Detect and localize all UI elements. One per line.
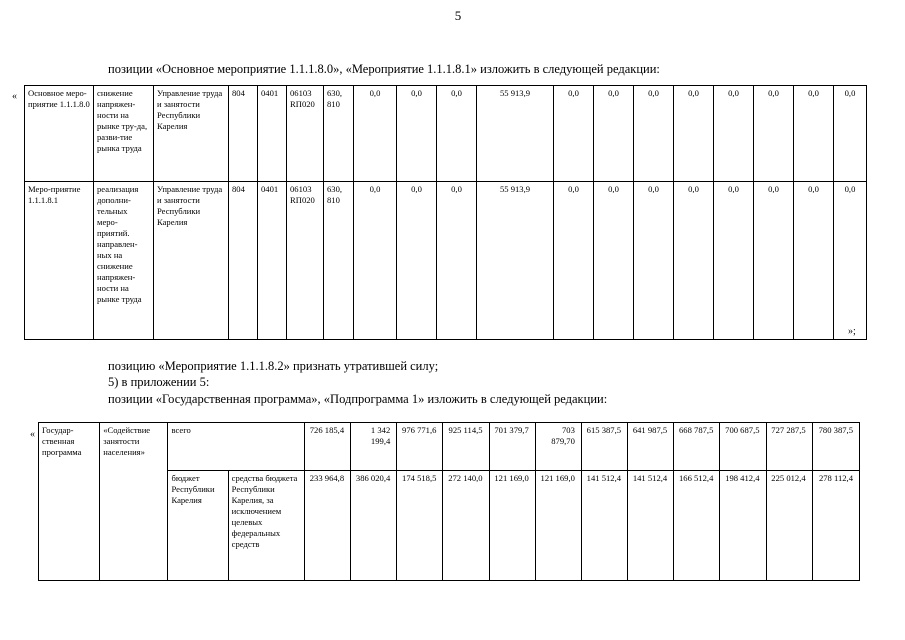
csr-code-cell: 06103 RП020 (287, 182, 324, 340)
value-cell: 141 512,4 (581, 471, 627, 581)
value-cell: 0,0 (437, 182, 477, 340)
rzpr-code-cell: 0401 (258, 182, 287, 340)
value-cell: 198 412,4 (720, 471, 766, 581)
value-cell: 701 379,7 (489, 423, 535, 471)
para-positions-program: позиции «Государственная программа», «Подпрограмма 1» изложить в следующей редакции: (108, 392, 608, 406)
rzpr-code-cell: 0401 (258, 86, 287, 182)
table-row (25, 86, 867, 182)
para-mer-1-1-1-8-2: позицию «Мероприятие 1.1.1.8.2» признать утратившей силу; (108, 359, 439, 373)
table-row (39, 423, 860, 471)
goal-cell: реализация дополни-тельных меро-приятий. направлен-ных на снижение напряжен-ности на рынке труда (94, 182, 154, 340)
value-cell: 0,0 (794, 86, 834, 182)
value-cell: 976 771,6 (397, 423, 443, 471)
program-name-cell: «Содействие занятости населения» (100, 423, 168, 581)
value-cell: 272 140,0 (443, 471, 489, 581)
value-cell: 386 020,4 (351, 471, 397, 581)
value-cell: 780 387,5 (812, 423, 859, 471)
table-positions (24, 85, 867, 340)
value-cell: 121 169,0 (489, 471, 535, 581)
value-cell: 0,0 (354, 86, 397, 182)
value-cell: 1 342 199,4 (351, 423, 397, 471)
para-appendix-5: 5) в приложении 5: (108, 375, 210, 389)
position-name-cell: Меро-приятие 1.1.1.8.1 (25, 182, 94, 340)
value-cell: 0,0 (754, 86, 794, 182)
csr-code-cell: 06103 RП020 (287, 86, 324, 182)
grbs-code-cell: 804 (229, 86, 258, 182)
value-cell: 141 512,4 (628, 471, 674, 581)
value-cell: 121 169,0 (535, 471, 581, 581)
value-cell: 0,0 (714, 182, 754, 340)
executor-cell: Управление труда и занятости Республики Карелия (154, 182, 229, 340)
value-cell: 0,0 (397, 182, 437, 340)
value-cell: 925 114,5 (443, 423, 489, 471)
value-cell: 55 913,9 (477, 86, 554, 182)
vr-code-cell: 630, 810 (324, 86, 354, 182)
value-cell: 174 518,5 (397, 471, 443, 581)
value-cell: 278 112,4 (812, 471, 859, 581)
value-cell: 0,0 (754, 182, 794, 340)
value-cell: 0,0 (634, 86, 674, 182)
value-cell: 0,0 (397, 86, 437, 182)
value-cell: 0,0 (554, 182, 594, 340)
value-cell: 233 964,8 (304, 471, 350, 581)
table-row (25, 182, 867, 340)
value-cell: 0,0 (594, 182, 634, 340)
value-cell: 225 012,4 (766, 471, 812, 581)
vr-code-cell: 630, 810 (324, 182, 354, 340)
value-cell: 0,0 (594, 86, 634, 182)
value-cell: 166 512,4 (674, 471, 720, 581)
value-cell: 641 987,5 (628, 423, 674, 471)
value-cell: 0,0 (437, 86, 477, 182)
intro-text: позиции «Основное мероприятие 1.1.1.8.0», «Мероприятие 1.1.1.8.1» изложить в следующей редакции: (108, 62, 660, 76)
value-cell: 0,0 (834, 86, 867, 182)
value-cell: 0,0 (354, 182, 397, 340)
position-name-cell: Основное меро-приятие 1.1.1.8.0 (25, 86, 94, 182)
value-cell: 668 787,5 (674, 423, 720, 471)
status-cell: Государ-ственная программа (39, 423, 100, 581)
value-cell: 0,0 (834, 182, 867, 340)
source-total-cell: всего (168, 423, 305, 471)
value-cell: 700 687,5 (720, 423, 766, 471)
value-cell: 727 287,5 (766, 423, 812, 471)
value-cell: 0,0 (554, 86, 594, 182)
value-cell: 0,0 (634, 182, 674, 340)
executor-cell: Управление труда и занятости Республики Карелия (154, 86, 229, 182)
goal-cell: снижение напряжен-ности на рынке тру-да, разви-тие рынка труда (94, 86, 154, 182)
value-cell: 0,0 (794, 182, 834, 340)
source-budget-cell: бюджет Республики Карелия (168, 471, 228, 581)
open-quote-table1: « (12, 91, 17, 102)
value-cell: 0,0 (674, 86, 714, 182)
table-program-funding (38, 422, 860, 581)
value-cell: 615 387,5 (581, 423, 627, 471)
grbs-code-cell: 804 (229, 182, 258, 340)
open-quote-table2: « (30, 429, 35, 440)
value-cell: 703 879,70 (535, 423, 581, 471)
page-number: 5 (454, 8, 462, 23)
close-quote-table1: »; (848, 326, 856, 337)
value-cell: 55 913,9 (477, 182, 554, 340)
value-cell: 0,0 (714, 86, 754, 182)
value-cell: 726 185,4 (304, 423, 350, 471)
value-cell: 0,0 (674, 182, 714, 340)
subsource-cell: средства бюджета Республики Карелия, за исключением целевых федеральных средств (228, 471, 304, 581)
